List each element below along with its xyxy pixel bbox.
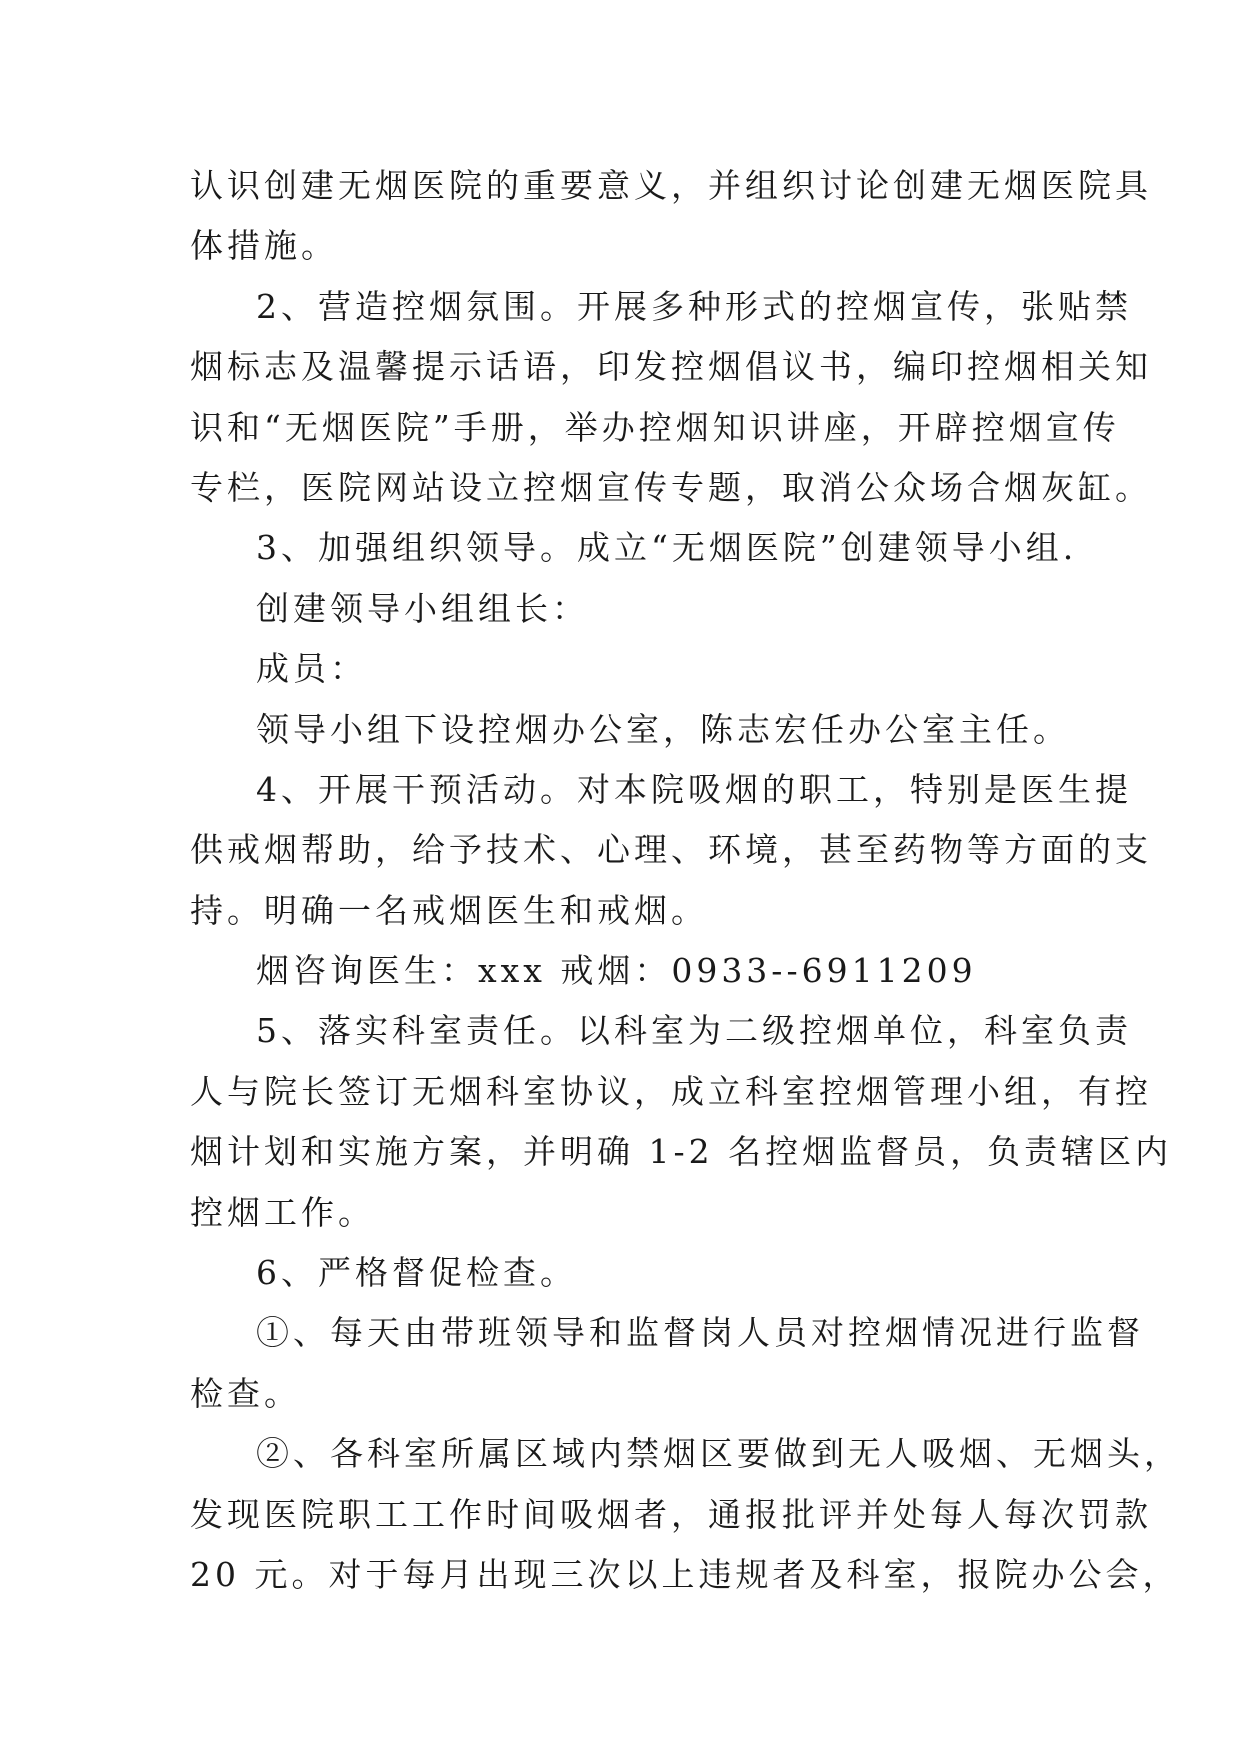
list-item: ②、各科室所属区域内禁烟区要做到无人吸烟、无烟头， (256, 1434, 1181, 1474)
document-body (190, 156, 1181, 1605)
text-line: 烟标志及温馨提示话语，印发控烟倡议书，编印控烟相关知 (190, 347, 1152, 387)
text-line: 体措施。 (190, 226, 338, 266)
text-line: 人与院长签订无烟科室协议，成立科室控烟管理小组，有控 (190, 1071, 1152, 1111)
text-line: 专栏，医院网站设立控烟宣传专题，取消公众场合烟灰缸。 (190, 467, 1152, 507)
text-line: 20 元。对于每月出现三次以上违规者及科室，报院办公会， (190, 1554, 1180, 1594)
text-line: 供戒烟帮助，给予技术、心理、环境，甚至药物等方面的支 (190, 830, 1152, 870)
paragraph-6-heading: 6、严格督促检查。 (256, 1253, 577, 1293)
list-item: ①、每天由带班领导和监督岗人员对控烟情况进行监督 (256, 1313, 1144, 1353)
text-line: 领导小组下设控烟办公室，陈志宏任办公室主任。 (256, 709, 1070, 749)
contact-line: 烟咨询医生：xxx 戒烟：0933--6911209 (256, 951, 977, 991)
paragraph-2-heading: 2、营造控烟氛围。开展多种形式的控烟宣传，张贴禁 (256, 286, 1132, 326)
text-line: 识和“无烟医院”手册，举办控烟知识讲座，开辟控烟宣传 (190, 407, 1120, 447)
text-line: 烟计划和实施方案，并明确 1-2 名控烟监督员，负责辖区内 (190, 1132, 1173, 1172)
paragraph-5-heading: 5、落实科室责任。以科室为二级控烟单位，科室负责 (256, 1011, 1132, 1051)
text-line: 创建领导小组组长： (256, 588, 589, 628)
text-line: 发现医院职工工作时间吸烟者，通报批评并处每人每次罚款 (190, 1494, 1152, 1534)
text-line: 持。明确一名戒烟医生和戒烟。 (190, 890, 708, 930)
paragraph-4-heading: 4、开展干预活动。对本院吸烟的职工，特别是医生提 (256, 769, 1132, 809)
text-line: 检查。 (190, 1373, 301, 1413)
paragraph-3-heading: 3、加强组织领导。成立“无烟医院”创建领导小组. (256, 528, 1078, 568)
text-line: 控烟工作。 (190, 1192, 375, 1232)
text-line: 成员： (256, 649, 367, 689)
text-line: 认识创建无烟医院的重要意义，并组织讨论创建无烟医院具 (190, 166, 1152, 205)
